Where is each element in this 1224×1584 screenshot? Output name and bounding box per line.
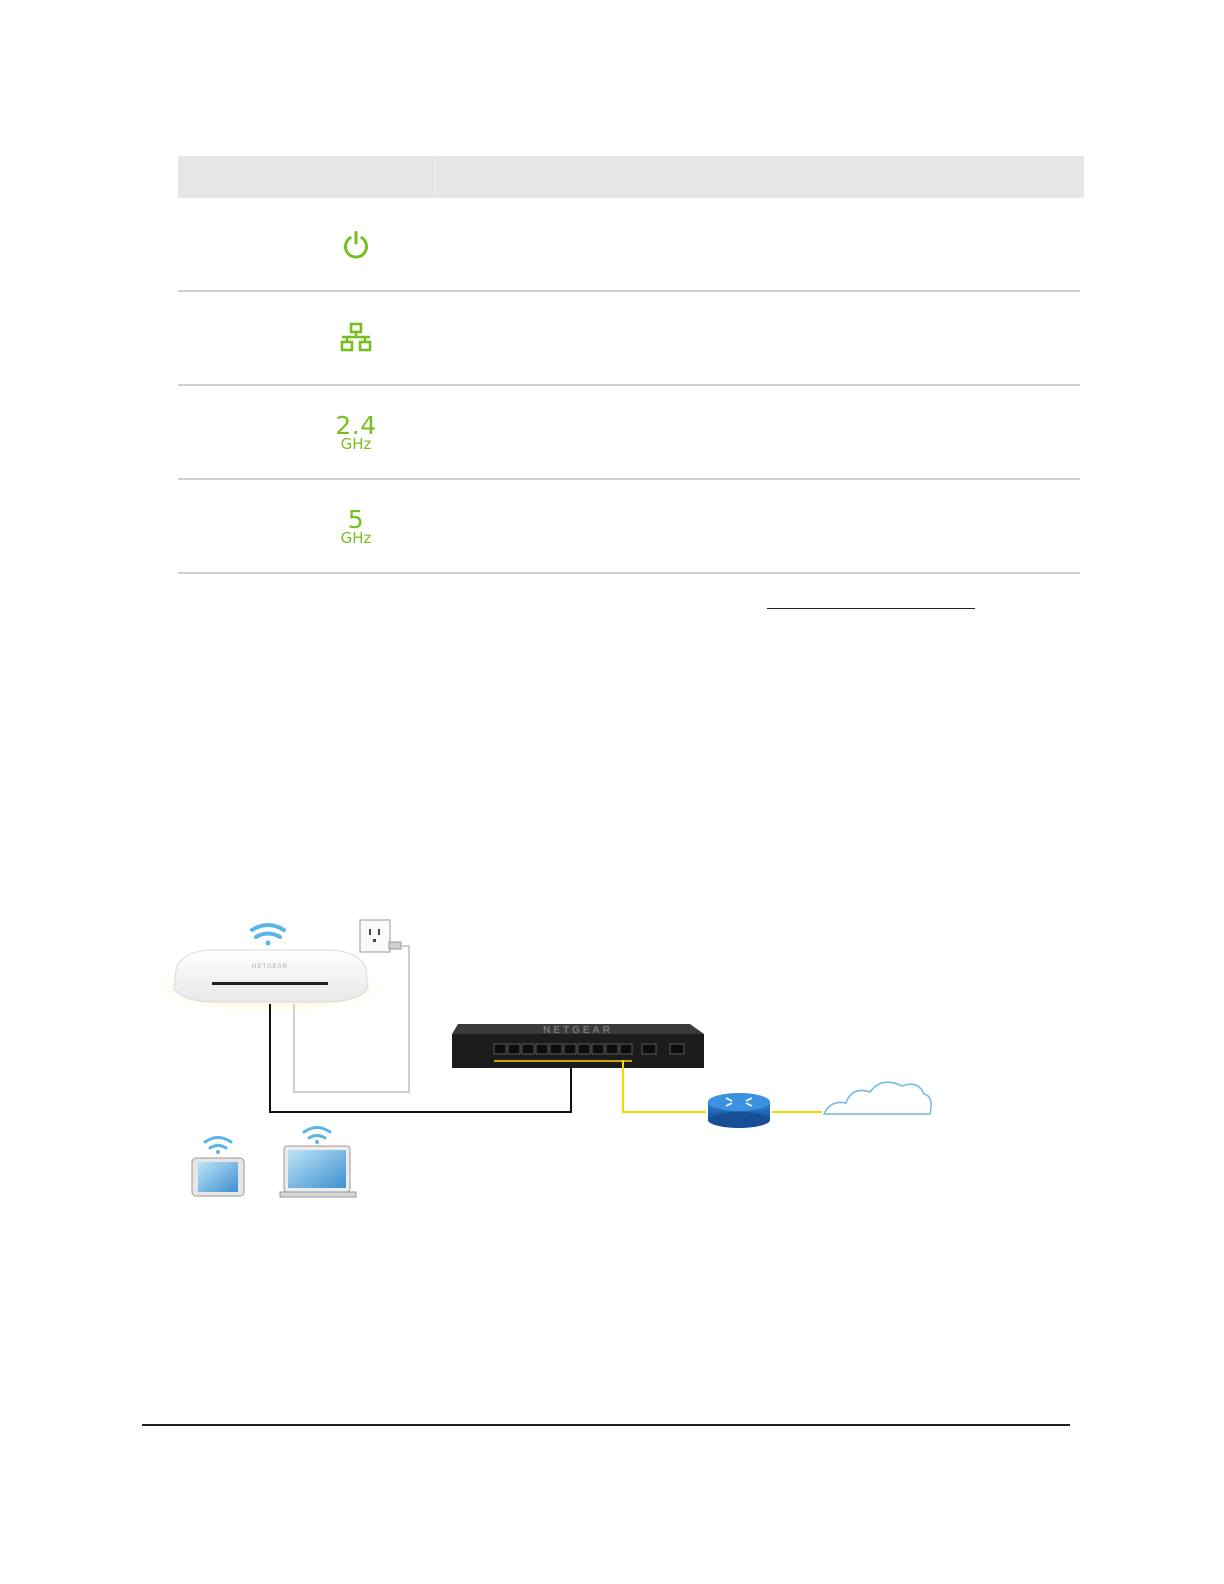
header-led-column [178, 156, 435, 198]
table-header [178, 156, 1084, 198]
led-description [434, 386, 1080, 478]
laptop-icon [280, 1146, 356, 1197]
network-diagram [140, 900, 960, 1220]
poe-switch [452, 1024, 704, 1068]
led-description [434, 198, 1080, 290]
wifi-5ghz-icon [340, 504, 372, 547]
led-description [434, 292, 1080, 384]
band-number: 5 [347, 504, 365, 534]
power-outlet-icon [360, 920, 401, 952]
tablet-icon [192, 1158, 244, 1196]
router-icon [708, 1093, 770, 1128]
power-icon [341, 229, 371, 259]
internet-cloud-icon [824, 1082, 931, 1114]
wifi-signal-icon [304, 1128, 330, 1145]
band-number: 2.4 [335, 410, 377, 440]
table-row-lan [178, 292, 1080, 386]
cross-reference-link[interactable] [767, 596, 975, 609]
band-unit: GHz [340, 528, 372, 547]
led-name [178, 198, 298, 290]
table-row-power [178, 198, 1080, 292]
wifi-2-4ghz-icon [335, 410, 377, 453]
band-unit: GHz [340, 434, 372, 453]
table-row-2-4ghz [178, 386, 1080, 480]
switch-brand-label: NETGEAR [543, 1025, 613, 1036]
wifi-signal-icon [205, 1138, 231, 1155]
footer-divider [142, 1424, 1070, 1426]
led-description-table [178, 156, 1084, 574]
led-name [178, 386, 298, 478]
ap-brand-label: NETGEAR [251, 964, 289, 970]
led-description [434, 480, 1080, 572]
led-name [178, 292, 298, 384]
led-name [178, 480, 298, 572]
table-row-5ghz [178, 480, 1080, 574]
wifi-signal-icon [252, 925, 284, 946]
ethernet-lan-icon [339, 322, 373, 354]
